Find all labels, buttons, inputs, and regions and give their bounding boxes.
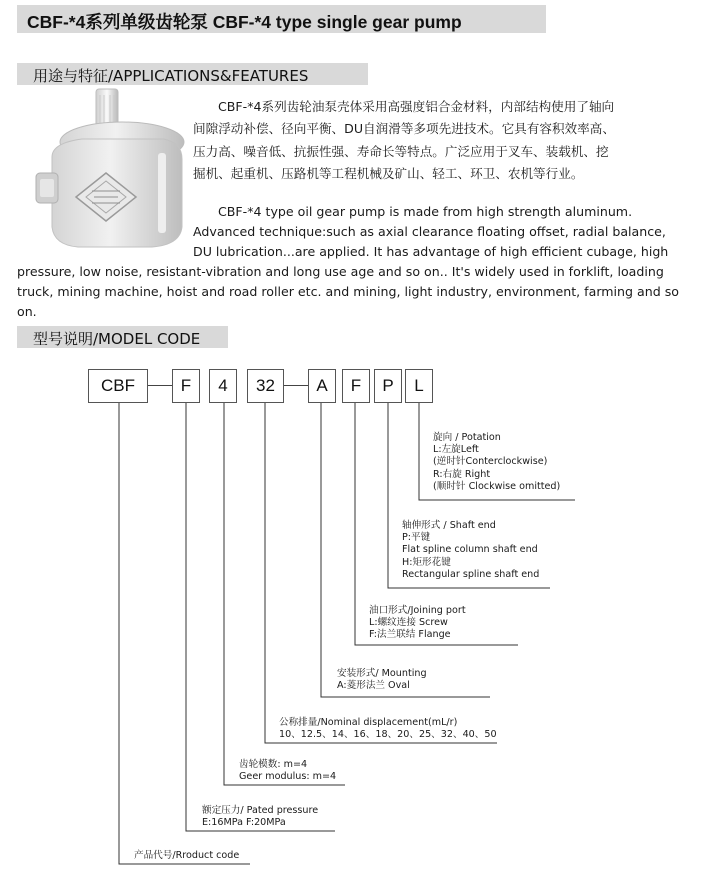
rotation-line: L:左旋Left [433,444,479,456]
joining-port-line: F:法兰联结 Flange [369,629,451,641]
shaft-end-line: Rectangular spline shaft end [402,568,540,580]
product-code-line: 产品代号/Rroduct code [134,850,240,861]
en-line-4: pressure, low noise, resistant-vibration and long use age and so on.. It's widely used in forklift, loading [17,264,664,279]
product-code-description [134,850,239,862]
mounting-description [337,668,427,692]
en-line-6: on. [17,304,37,319]
code-box-4-modulus: 4 [209,369,237,403]
leader-product-code [119,403,250,864]
displacement-description [279,717,497,741]
rotation-line: 旋向 / Potation [433,432,501,443]
gear-modulus-line: Geer modulus: m=4 [239,771,337,783]
shaft-end-line: P:平键 [402,532,431,544]
displacement-line: 公称排量/Nominal displacement(mL/r) [279,717,458,728]
shaft-end-description [402,520,539,581]
rated-pressure-line: 额定压力/ Pated pressure [202,805,319,816]
en-line-2: Advanced technique:such as axial clearance floating offset, radial balance, [193,224,666,239]
code-box-f-port: F [342,369,370,403]
rotation-line: (逆时针Conterclockwise) [433,456,548,468]
cn-line-1: CBF-*4系列齿轮油泵壳体采用高强度铝合金材料，内部结构使用了轴向 [218,99,615,114]
applications-heading: 用途与特征/APPLICATIONS&FEATURES [33,67,309,85]
code-box-cbf: CBF [88,369,148,403]
rotation-line: R:右旋 Right [433,468,491,480]
rotation-description [433,432,560,493]
code-box-l-rotation: L [405,369,433,403]
code-box-p-shaft: P [374,369,402,403]
gear-modulus-line: 齿轮模数: m=4 [239,759,308,770]
rated-pressure-description [202,805,318,829]
cn-line-2: 间隙浮动补偿、径向平衡、DU自润滑等多项先进技术。它具有容积效率高、 [193,121,615,136]
shaft-end-line: 轴伸形式 / Shaft end [402,520,496,531]
mounting-line: A:菱形法兰 Oval [337,680,410,692]
en-line-5: truck, mining machine, hoist and road roller etc. and mining, light industry, environment, farming and so [17,284,679,299]
shaft-end-line: Flat spline column shaft end [402,544,538,556]
code-box-f-pressure: F [172,369,200,403]
code-box-32-displacement: 32 [247,369,284,403]
joining-port-line: 油口形式/Joining port [369,605,466,616]
shaft-end-line: H:矩形花键 [402,556,451,568]
en-line-3: DU lubrication...are applied. It has advantage of high efficient cubage, high [193,244,669,259]
cn-line-4: 掘机、起重机、压路机等工程机械及矿山、轻工、环卫、农机等行业。 [193,166,584,181]
rotation-line: (顺时针 Clockwise omitted) [433,480,561,492]
en-line-1: CBF-*4 type oil gear pump is made from high strength aluminum. [218,204,633,219]
cn-line-3: 压力高、噪音低、抗振性强、寿命长等特点。广泛应用于叉车、装载机、挖 [193,144,609,159]
mounting-line: 安装形式/ Mounting [337,668,427,679]
displacement-line: 10、12.5、14、16、18、20、25、32、40、50 [279,729,497,741]
model-code-heading: 型号说明/MODEL CODE [33,330,201,348]
joining-port-line: L:螺纹连接 Screw [369,617,448,629]
page-title: CBF-*4系列单级齿轮泵 CBF-*4 type single gear pump [27,12,462,32]
code-box-a-mounting: A [308,369,336,403]
gear-modulus-description [239,759,336,783]
rated-pressure-line: E:16MPa F:20MPa [202,817,286,829]
joining-port-description [369,605,466,642]
